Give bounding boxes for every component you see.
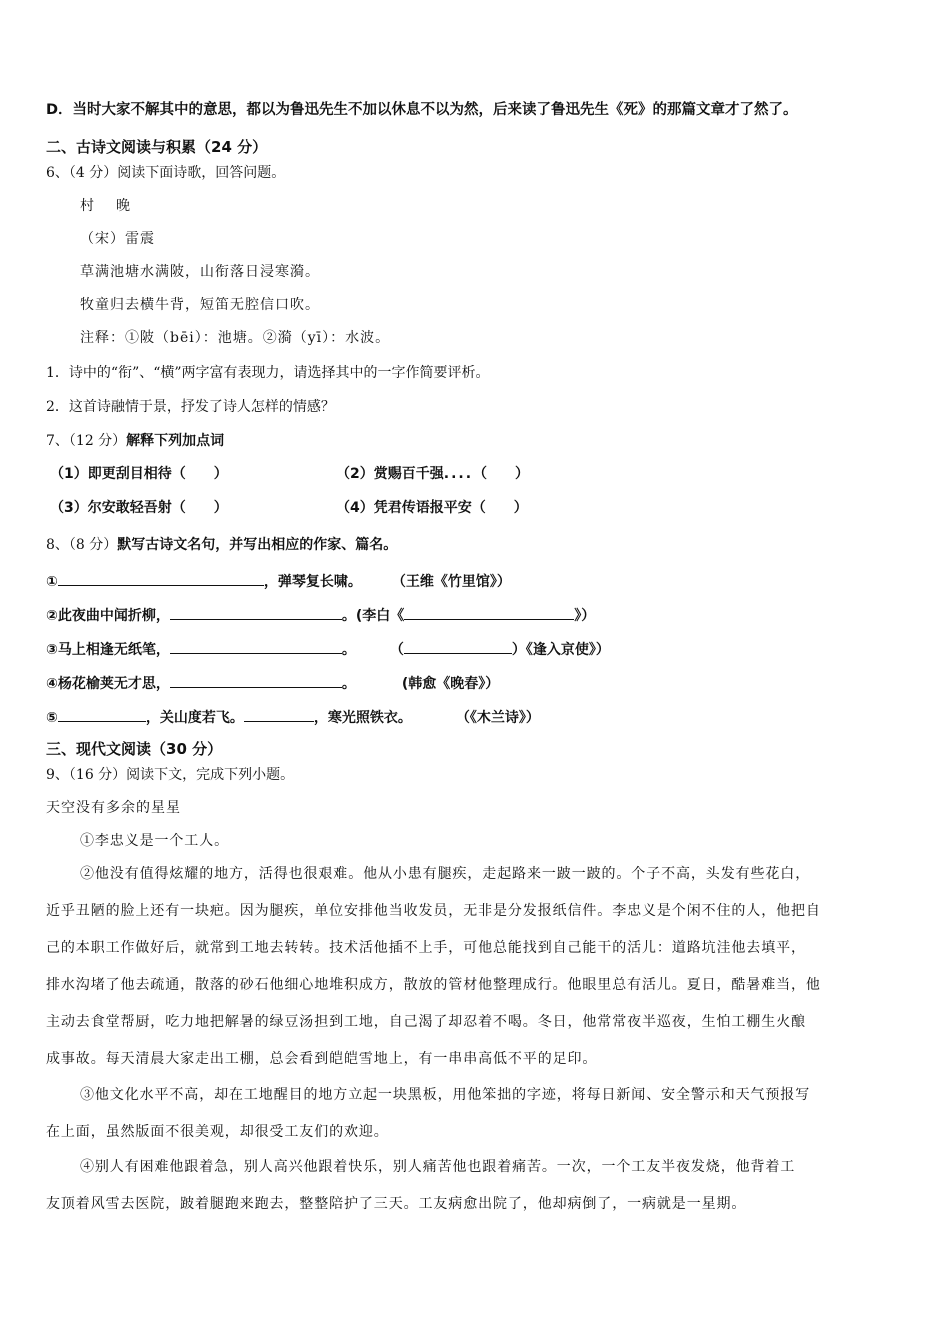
q8-5-text-1: ，关山度若飞。 — [145, 710, 244, 726]
q8-1-blank[interactable] — [58, 571, 264, 586]
q6-subquestion-2: 2．这首诗融情于景，抒发了诗人怎样的情感？ — [46, 399, 335, 415]
poem-author: （宋）雷震 — [80, 231, 155, 247]
q8-3-end: ）《逢入京使》） — [511, 642, 610, 658]
q7-item-1: （1）即更刮目相待（ ） — [50, 466, 228, 482]
section-2-title: 二、古诗文阅读与积累（24 分） — [46, 138, 268, 156]
q8-2-mid: 。(李白《 — [341, 608, 405, 624]
q8-5-source: （《木兰诗》） — [455, 710, 540, 726]
poem-note: 注释：①陂（bēi）：池塘。②漪（yī）：水波。 — [80, 330, 391, 346]
option-d: D．当时大家不解其中的意思，都以为鲁迅先生不加以休息不以为然，后来读了鲁迅先生《死》的那篇文章才了然了。 — [46, 102, 798, 118]
q8-2-blank[interactable] — [170, 605, 342, 620]
paragraph-2-line-3: 己的本职工作做好后，就常到工地去转转。技术活他插不上手，可他总能找到自己能干的活儿：道路坑洼他去填平， — [46, 940, 806, 956]
q8-2-title-blank[interactable] — [404, 605, 574, 620]
paragraph-4-line-2: 友顶着风雪去医院，跛着腿跑来跑去，整整陪护了三天。工友病愈出院了，他却病倒了，一病就是一星期。 — [46, 1196, 747, 1212]
q6-subquestion-1: 1．诗中的“衔”、“横”两字富有表现力，请选择其中的一字作简要评析。 — [46, 365, 490, 381]
q8-4-source: (韩愈《晚春》） — [401, 676, 500, 692]
q8-heading — [46, 538, 397, 552]
q8-5-mark: ⑤ — [46, 710, 58, 726]
q8-prefix: 8、（8 分） — [46, 537, 118, 553]
poem-title: 村 晚 — [80, 198, 134, 214]
q8-1-mark: ① — [46, 574, 58, 590]
q8-3-blank[interactable] — [170, 639, 342, 654]
q8-4-blank[interactable] — [170, 673, 342, 688]
q7-item-2 — [336, 467, 529, 481]
q8-4-text: ④杨花榆荚无才思， — [46, 676, 170, 692]
q8-3-author-blank[interactable] — [404, 639, 512, 654]
q8-line-5 — [46, 707, 540, 725]
poem-line-1: 草满池塘水满陂，山衔落日浸寒漪。 — [80, 264, 320, 280]
q7-item-4: （4）凭君传语报平安（ ） — [336, 500, 528, 516]
article-title: 天空没有多余的星星 — [46, 800, 181, 816]
q7-item-3: （3）尔安敢轻吾射（ ） — [50, 500, 228, 516]
q8-5-blank-2[interactable] — [244, 707, 314, 722]
q8-1-source: （王维《竹里馆》） — [391, 574, 511, 590]
q8-line-4 — [46, 673, 499, 691]
q8-1-text: ，弹琴复长啸。 — [263, 574, 362, 590]
q8-5-text-2: ，寒光照铁衣。 — [313, 710, 412, 726]
paragraph-1: ①李忠义是一个工人。 — [80, 833, 229, 849]
q7-item-2-parens: （ ） — [473, 466, 530, 482]
poem-line-2: 牧童归去横牛背，短笛无腔信口吹。 — [80, 297, 320, 313]
q9-intro: 9、（16 分）阅读下文，完成下列小题。 — [46, 767, 295, 783]
q8-5-blank-1[interactable] — [58, 707, 146, 722]
q8-line-1 — [46, 571, 511, 589]
q7-item-2-text: （2）赏赐百千强 — [336, 466, 444, 482]
q8-2-end: 》） — [574, 608, 596, 624]
q6-intro: 6、（4 分）阅读下面诗歌，回答问题。 — [46, 165, 286, 181]
q7-prefix: 7、（12 分） — [46, 433, 127, 449]
paragraph-2-line-1: ②他没有值得炫耀的地方，活得也很艰难。他从小患有腿疾，走起路来一跛一跛的。个子不高，头发有些花白， — [80, 866, 811, 882]
paragraph-2-line-4: 排水沟堵了他去疏通，散落的砂石他细心地堆积成方，散放的管材他整理成行。他眼里总有活儿。夏日，酷暑难当，他 — [46, 977, 821, 993]
q8-3-text: ③马上相逢无纸笔， — [46, 642, 170, 658]
q7-heading — [46, 434, 224, 448]
paragraph-2-line-6: 成事故。每天清晨大家走出工棚，总会看到皑皑雪地上，有一串串高低不平的足印。 — [46, 1051, 598, 1067]
paragraph-4-line-1: ④别人有困难他跟着急，别人高兴他跟着快乐，别人痛苦他也跟着痛苦。一次，一个工友半夜发烧，他背着工 — [80, 1159, 796, 1175]
q8-title: 默写古诗文名句，并写出相应的作家、篇名。 — [117, 537, 398, 553]
paragraph-2-line-2: 近乎丑陋的脸上还有一块疤。因为腿疾，单位安排他当收发员，无非是分发报纸信件。李忠义是个闲不住的人，他把自 — [46, 903, 821, 919]
section-3-title: 三、现代文阅读（30 分） — [46, 740, 223, 758]
q8-line-2 — [46, 605, 595, 623]
q7-title: 解释下列加点词 — [126, 433, 225, 449]
q8-4-mid: 。 — [341, 676, 356, 692]
q7-item-2-dots: .... — [443, 466, 474, 482]
paragraph-3-line-2: 在上面，虽然版面不很美观，却很受工友们的欢迎。 — [46, 1124, 389, 1140]
q8-2-text: ②此夜曲中闻折柳， — [46, 608, 170, 624]
q8-3-mid: 。 — [341, 642, 356, 658]
paragraph-3-line-1: ③他文化水平不高，却在工地醒目的地方立起一块黑板，用他笨拙的字迹，将每日新闻、安全警示和天气预报写 — [80, 1087, 811, 1103]
q8-line-3 — [46, 639, 610, 657]
q8-3-open: （ — [389, 642, 404, 658]
paragraph-2-line-5: 主动去食堂帮厨，吃力地把解暑的绿豆汤担到工地，自己渴了却忍着不喝。冬日，他常常夜半巡夜，生怕工棚生火酿 — [46, 1014, 806, 1030]
